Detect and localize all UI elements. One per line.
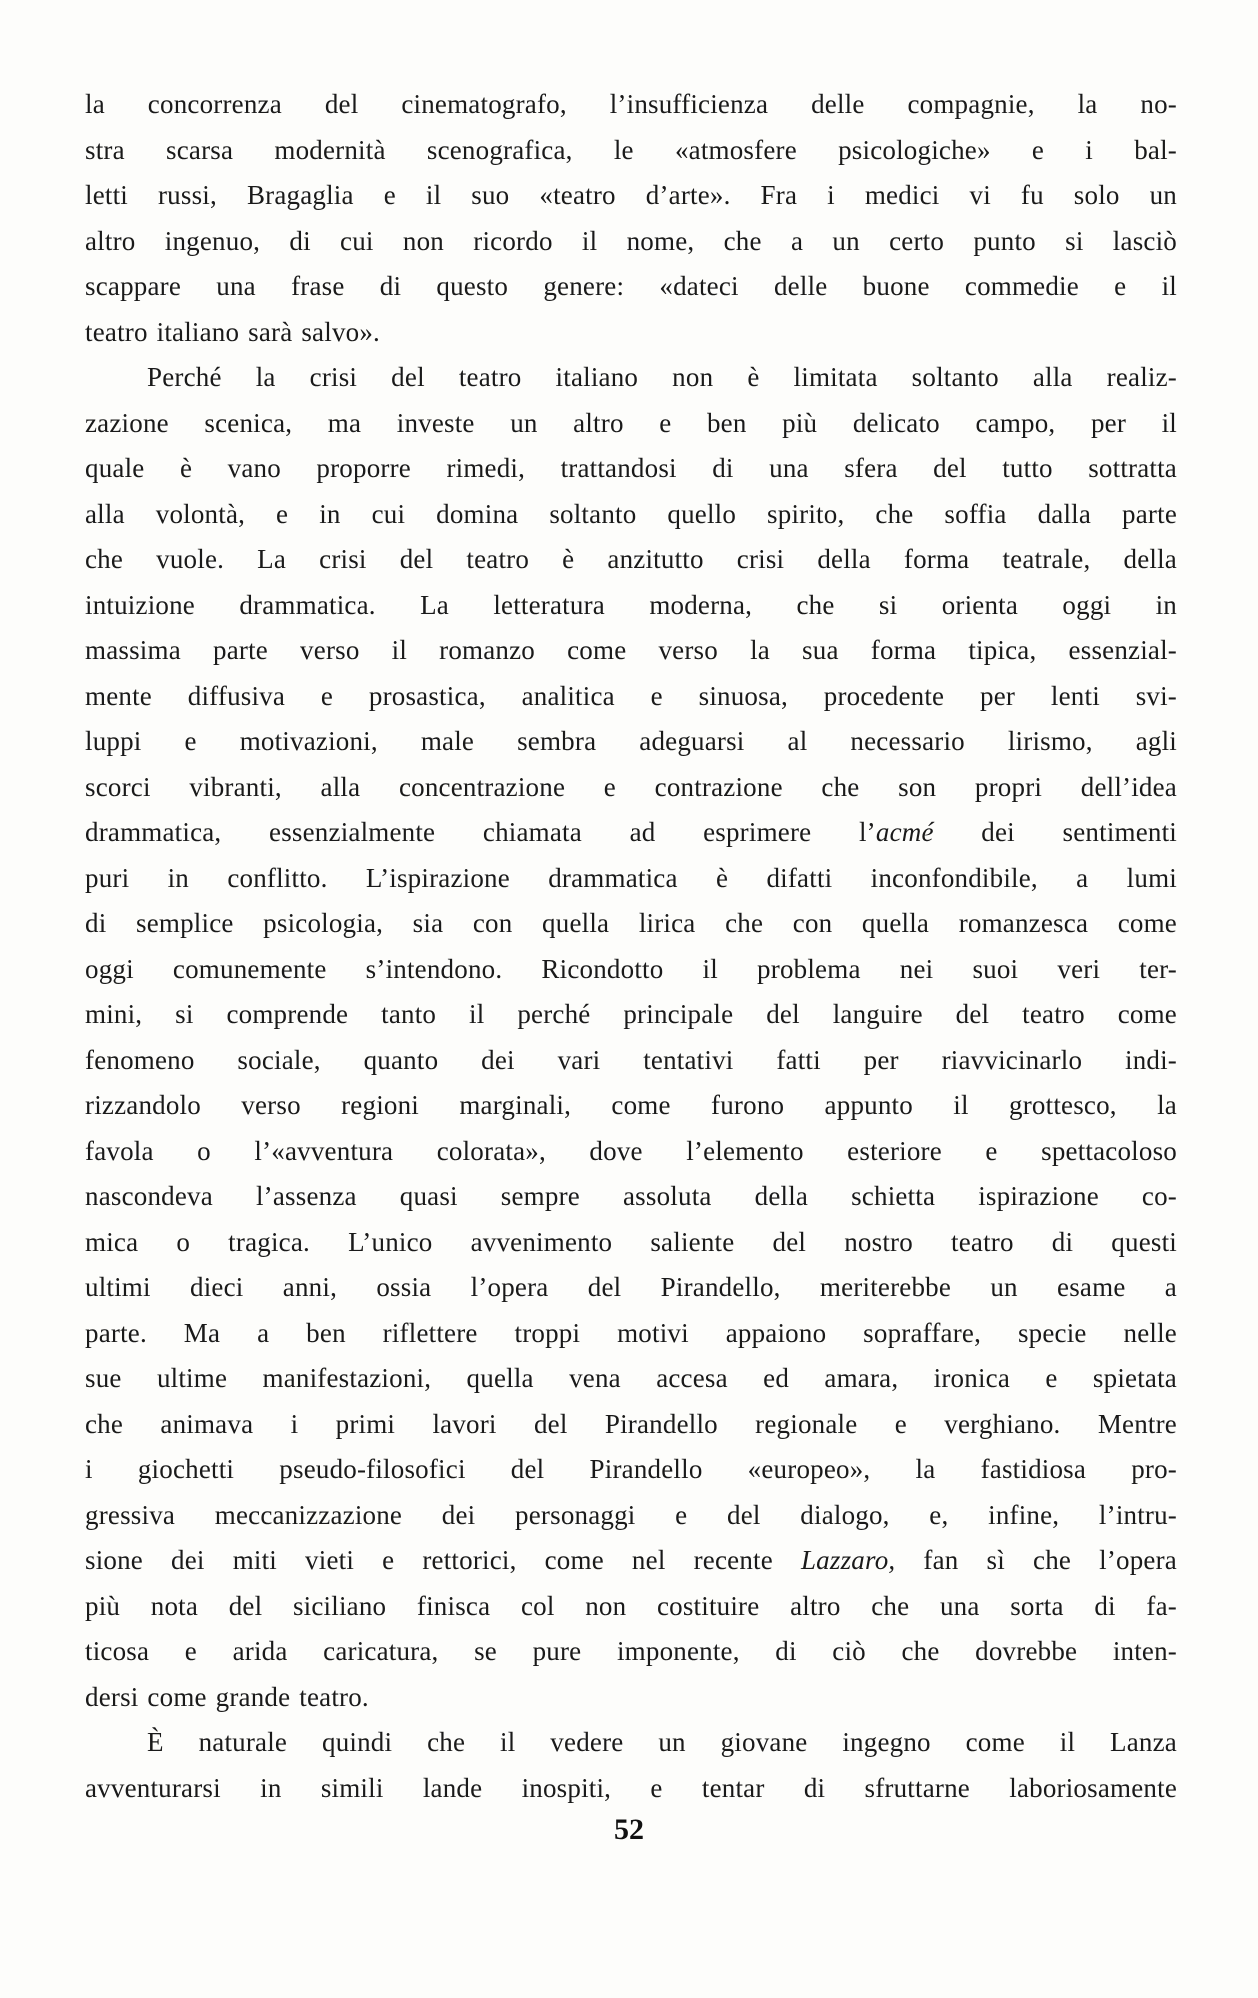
text-line: intuizione drammatica. La letteratura moderna, che si orienta oggi in bbox=[85, 589, 1177, 620]
italic-title: Lazzaro, bbox=[800, 1545, 896, 1575]
text-segment: fan sì che l’opera bbox=[895, 1545, 1177, 1575]
text-line: la concorrenza del cinematografo, l’insufficienza delle compagnie, la no- bbox=[85, 89, 1177, 119]
text-line: mini, si comprende tanto il perché principale del languire del teatro come bbox=[85, 999, 1177, 1029]
text-line: dersi come grande teatro. bbox=[85, 1681, 369, 1712]
text-line: luppi e motivazioni, male sembra adeguarsi al necessario lirismo, agli bbox=[85, 726, 1177, 756]
text-line: rizzandolo verso regioni marginali, come furono appunto il grottesco, la bbox=[85, 1090, 1177, 1120]
text-line: È naturale quindi che il vedere un giovane ingegno come il Lanza bbox=[147, 1727, 1177, 1757]
text-line: ultimi dieci anni, ossia l’opera del Pirandello, meriterebbe un esame a bbox=[85, 1272, 1177, 1302]
text-line: ticosa e arida caricatura, se pure imponente, di ciò che dovrebbe inten- bbox=[85, 1636, 1177, 1666]
text-line: favola o l’«avventura colorata», dove l’elemento esteriore e spettacoloso bbox=[85, 1135, 1177, 1166]
text-line: letti russi, Bragaglia e il suo «teatro d’arte». Fra i medici vi fu solo un bbox=[85, 180, 1177, 210]
text-line: quale è vano proporre rimedi, trattandosi di una sfera del tutto sottratta bbox=[85, 453, 1177, 483]
text-line: altro ingenuo, di cui non ricordo il nome, che a un certo punto si lasciò bbox=[85, 225, 1177, 256]
text-line: massima parte verso il romanzo come verso la sua forma tipica, essenzial- bbox=[85, 635, 1177, 665]
text-line: stra scarsa modernità scenografica, le «atmosfere psicologiche» e i bal- bbox=[85, 134, 1177, 165]
text-line-with-italic bbox=[85, 810, 1177, 856]
text-line: scorci vibranti, alla concentrazione e contrazione che son propri dell’idea bbox=[85, 771, 1177, 802]
text-line: alla volontà, e in cui domina soltanto quello spirito, che soffia dalla parte bbox=[85, 498, 1177, 529]
text-line: Perché la crisi del teatro italiano non è limitata soltanto alla realiz- bbox=[147, 362, 1177, 392]
text-line: che animava i primi lavori del Pirandello regionale e verghiano. Mentre bbox=[85, 1408, 1177, 1439]
text-line: di semplice psicologia, sia con quella lirica che con quella romanzesca come bbox=[85, 908, 1177, 938]
text-line: gressiva meccanizzazione dei personaggi e del dialogo, e, infine, l’intru- bbox=[85, 1499, 1177, 1530]
text-line: che vuole. La crisi del teatro è anzitutto crisi della forma teatrale, della bbox=[85, 544, 1177, 574]
text-segment: dei sentimenti bbox=[933, 817, 1178, 847]
text-line: avventurarsi in simili lande inospiti, e tentar di sfruttarne laboriosamente bbox=[85, 1772, 1177, 1803]
text-line: mica o tragica. L’unico avvenimento saliente del nostro teatro di questi bbox=[85, 1226, 1177, 1257]
italic-term: acmé bbox=[875, 817, 934, 847]
text-line: scappare una frase di questo genere: «dateci delle buone commedie e il bbox=[85, 271, 1177, 301]
text-line-with-italic bbox=[85, 1538, 1177, 1584]
page-number: 52 bbox=[614, 1813, 644, 1846]
text-line: puri in conflitto. L’ispirazione drammatica è difatti inconfondibile, a lumi bbox=[85, 862, 1177, 893]
text-line: sue ultime manifestazioni, quella vena accesa ed amara, ironica e spietata bbox=[85, 1363, 1177, 1393]
text-line: i giochetti pseudo-filosofici del Pirandello «europeo», la fastidiosa pro- bbox=[85, 1454, 1177, 1484]
text-line: oggi comunemente s’intendono. Ricondotto il problema nei suoi veri ter- bbox=[85, 953, 1177, 984]
text-segment: drammatica, essenzialmente chiamata ad esprimere l’ bbox=[85, 817, 876, 847]
text-line: zazione scenica, ma investe un altro e ben più delicato campo, per il bbox=[85, 407, 1177, 438]
text-line: nascondeva l’assenza quasi sempre assoluta della schietta ispirazione co- bbox=[85, 1181, 1177, 1211]
text-line: teatro italiano sarà salvo». bbox=[85, 316, 380, 347]
body-text bbox=[85, 82, 1177, 1811]
text-line: più nota del siciliano finisca col non costituire altro che una sorta di fa- bbox=[85, 1590, 1177, 1621]
text-line: fenomeno sociale, quanto dei vari tentativi fatti per riavvicinarlo indi- bbox=[85, 1044, 1177, 1075]
paragraph-1 bbox=[85, 82, 1177, 355]
text-segment: sione dei miti vieti e rettorici, come nel recente bbox=[85, 1545, 801, 1575]
text-line: parte. Ma a ben riflettere troppi motivi appaiono sopraffare, specie nelle bbox=[85, 1317, 1177, 1348]
paragraph-2 bbox=[85, 355, 1177, 1720]
paragraph-3 bbox=[85, 1720, 1177, 1811]
text-line: mente diffusiva e prosastica, analitica e sinuosa, procedente per lenti svi- bbox=[85, 680, 1177, 711]
